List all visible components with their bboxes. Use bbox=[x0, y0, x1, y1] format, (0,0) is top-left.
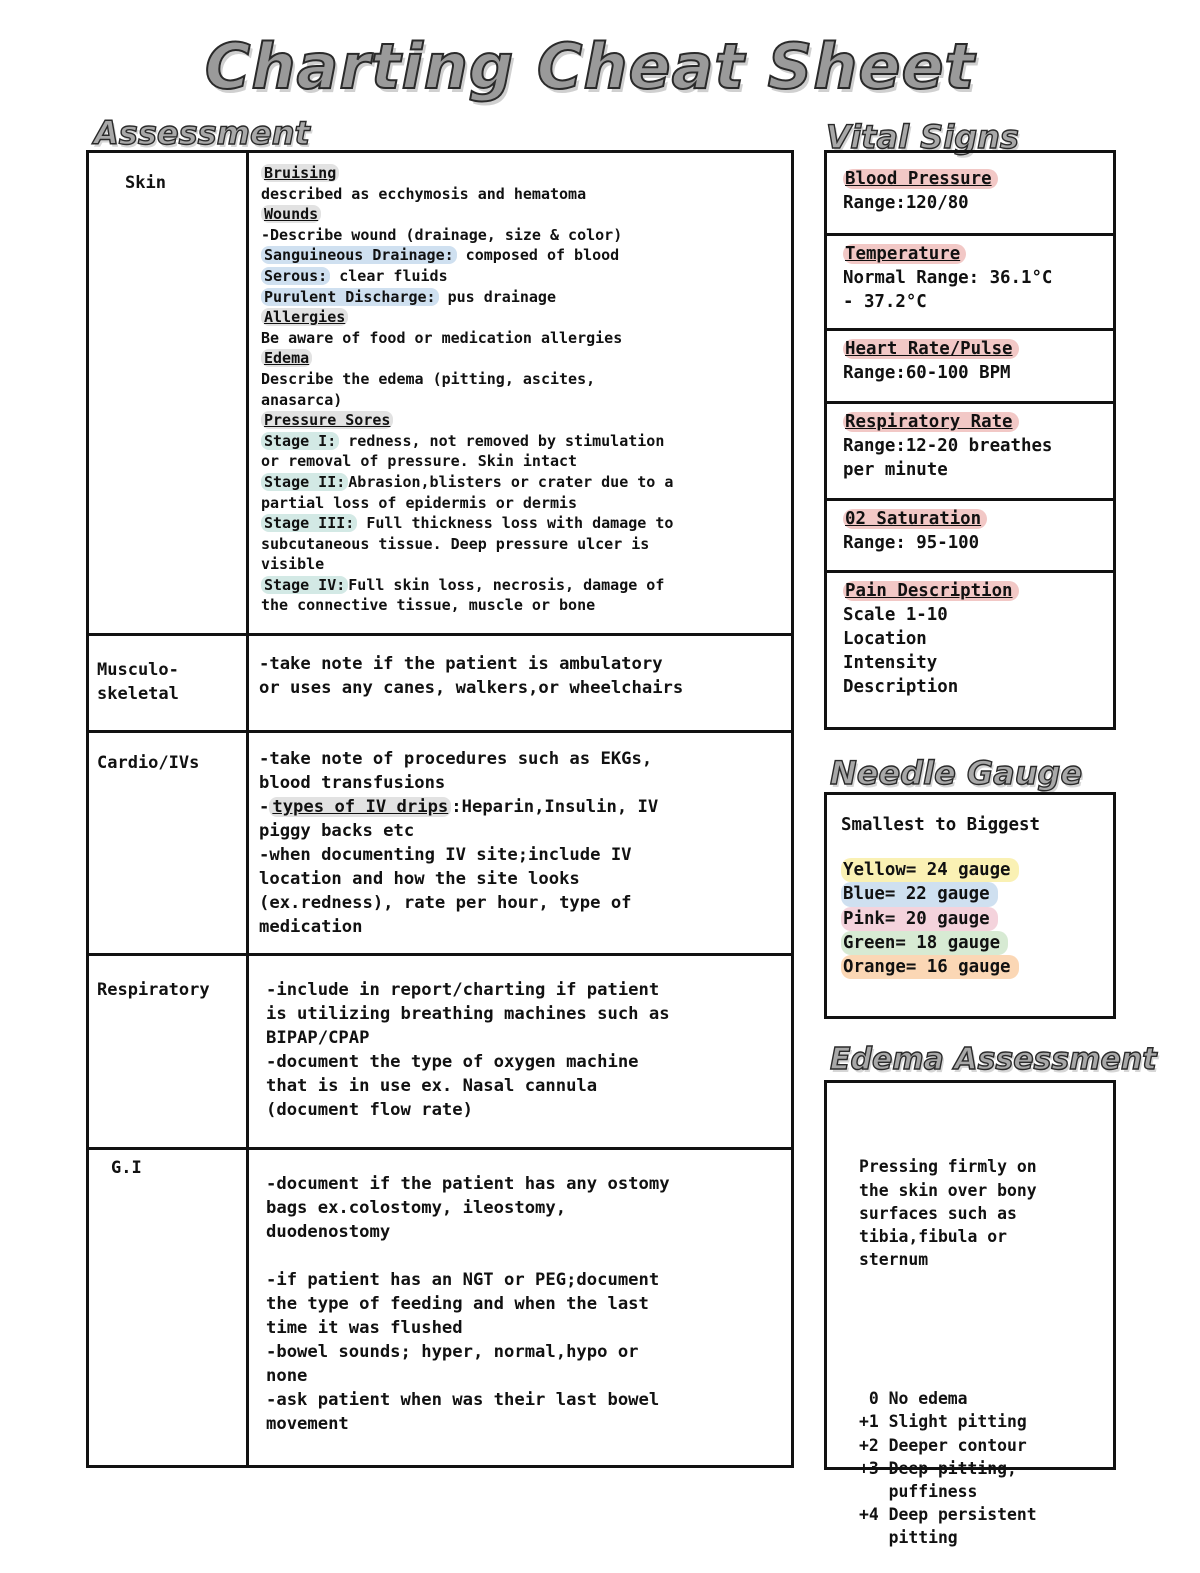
gi-line: time it was flushed bbox=[266, 1318, 463, 1338]
skin-term: Stage II: bbox=[261, 473, 348, 491]
iv-drips-text: :Heparin,Insulin, IV bbox=[451, 797, 659, 817]
skin-term: Serous: bbox=[261, 267, 330, 285]
skin-line bbox=[261, 307, 791, 328]
cardio-line: -when documenting IV site;include IV bbox=[259, 845, 632, 865]
vital-value: Range: 95-100 bbox=[843, 533, 980, 553]
vital-pain-description bbox=[827, 573, 1113, 727]
skin-text: subcutaneous tissue. Deep pressure ulcer is bbox=[261, 534, 650, 553]
vital-value: Range:60-100 BPM bbox=[843, 363, 1011, 383]
respiratory-category: Respiratory bbox=[89, 956, 249, 1147]
cardio-line: -take note of procedures such as EKGs, bbox=[259, 749, 653, 769]
skin-term: Pressure Sores bbox=[261, 411, 393, 429]
cardio-line: location and how the site looks bbox=[259, 869, 580, 889]
skin-term: Bruising bbox=[261, 164, 339, 182]
skin-line bbox=[261, 184, 791, 205]
vital-temperature bbox=[827, 236, 1113, 331]
skin-line bbox=[261, 266, 791, 287]
iv-drips-label: types of IV drips bbox=[269, 797, 451, 817]
vital-value: - 37.2°C bbox=[843, 292, 927, 312]
musculo-line: -take note if the patient is ambulatory bbox=[259, 654, 663, 674]
skin-term: Stage IV: bbox=[261, 576, 348, 594]
skin-line bbox=[261, 575, 791, 596]
skin-term: Stage I: bbox=[261, 432, 339, 450]
skin-term: Stage III: bbox=[261, 514, 357, 532]
skin-text: Be aware of food or medication allergies bbox=[261, 328, 623, 347]
gauge-item: Orange= 16 gauge bbox=[841, 955, 1019, 979]
skin-text: redness, not removed by stimulation bbox=[339, 431, 665, 450]
skin-line bbox=[261, 534, 791, 555]
vital-label: Heart Rate/Pulse bbox=[843, 339, 1019, 359]
cardio-line: - types of IV drips :Heparin,Insulin, IV bbox=[259, 797, 659, 817]
vital-value: Scale 1-10 bbox=[843, 605, 948, 625]
gi-line bbox=[266, 1244, 791, 1268]
skin-text: visible bbox=[261, 555, 325, 574]
gauge-item: Pink= 20 gauge bbox=[841, 907, 998, 931]
respiratory-line: that is in use ex. Nasal cannula bbox=[266, 1076, 598, 1096]
gi-category: G.I bbox=[89, 1150, 249, 1465]
gi-line: -if patient has an NGT or PEG;document bbox=[266, 1270, 660, 1290]
skin-line bbox=[261, 595, 791, 616]
cardio-category: Cardio/IVs bbox=[89, 733, 249, 953]
skin-line bbox=[261, 369, 791, 390]
edema-intro: Pressing firmly on the skin over bony surfaces such as tibia,fibula or sternum bbox=[859, 1157, 1037, 1270]
edema-grades: 0 No edema +1 Slight pitting +2 Deeper contour +3 Deep pitting, puffiness +4 Deep persistent pitting bbox=[859, 1389, 1037, 1548]
musculo-line: or uses any canes, walkers,or wheelchairs bbox=[259, 678, 684, 698]
gauge-item: Blue= 22 gauge bbox=[841, 882, 998, 906]
skin-line bbox=[261, 225, 791, 246]
assessment-heading: Assessment bbox=[94, 114, 310, 152]
skin-text: Full thickness loss with damage to bbox=[357, 514, 674, 533]
respiratory-content bbox=[251, 956, 791, 1147]
skin-text: composed of blood bbox=[456, 246, 620, 265]
skin-text: Full skin loss, necrosis, damage of bbox=[348, 575, 665, 594]
edema-heading: Edema Assessment bbox=[830, 1042, 1157, 1077]
vital-signs-heading: Vital Signs bbox=[826, 118, 1019, 156]
skin-line bbox=[261, 451, 791, 472]
gi-line: -ask patient when was their last bowel bbox=[266, 1390, 660, 1410]
needle-gauge-box bbox=[824, 792, 1116, 1019]
vital-label: Blood Pressure bbox=[843, 169, 998, 189]
cardio-line: medication bbox=[259, 917, 363, 937]
skin-term: Wounds bbox=[261, 205, 321, 223]
vital-label: Respiratory Rate bbox=[843, 412, 1019, 432]
vital-o2-saturation bbox=[827, 501, 1113, 573]
gauge-item: Yellow= 24 gauge bbox=[841, 858, 1019, 882]
assessment-table bbox=[86, 150, 794, 1468]
skin-line bbox=[261, 204, 791, 225]
skin-text: described as ecchymosis and hematoma bbox=[261, 184, 587, 203]
skin-text: the connective tissue, muscle or bone bbox=[261, 596, 596, 615]
vital-heart-rate bbox=[827, 331, 1113, 404]
vital-value: Range:12-20 breathes bbox=[843, 436, 1053, 456]
gi-line: movement bbox=[266, 1414, 349, 1434]
skin-term: Purulent Discharge: bbox=[261, 288, 439, 306]
vital-blood-pressure bbox=[827, 153, 1113, 236]
cardio-row bbox=[89, 733, 791, 956]
vital-label: Temperature bbox=[843, 244, 966, 264]
skin-line bbox=[261, 390, 791, 411]
musculo-category bbox=[89, 636, 249, 730]
skin-line bbox=[261, 513, 791, 534]
needle-gauge-heading: Needle Gauge bbox=[830, 754, 1083, 792]
skin-content bbox=[251, 153, 791, 633]
cardio-line: blood transfusions bbox=[259, 773, 446, 793]
skin-text: -Describe wound (drainage, size & color) bbox=[261, 225, 623, 244]
respiratory-line: is utilizing breathing machines such as bbox=[266, 1004, 670, 1024]
musculo-category-line: skeletal bbox=[97, 684, 179, 704]
gi-line: duodenostomy bbox=[266, 1222, 391, 1242]
skin-text: anasarca) bbox=[261, 390, 343, 409]
respiratory-line: -document the type of oxygen machine bbox=[266, 1052, 639, 1072]
gi-line: bags ex.colostomy, ileostomy, bbox=[266, 1198, 567, 1218]
skin-line bbox=[261, 472, 791, 493]
skin-line bbox=[261, 163, 791, 184]
gi-row bbox=[89, 1150, 791, 1465]
respiratory-line: -include in report/charting if patient bbox=[266, 980, 660, 1000]
gi-line: none bbox=[266, 1366, 308, 1386]
skin-line bbox=[261, 328, 791, 349]
skin-line bbox=[261, 287, 791, 308]
vital-value: Intensity bbox=[843, 653, 938, 673]
skin-text: or removal of pressure. Skin intact bbox=[261, 452, 578, 471]
musculo-category-line: Musculo- bbox=[97, 660, 179, 680]
vital-value: Range:120/80 bbox=[843, 193, 969, 213]
skin-text: pus drainage bbox=[438, 287, 556, 306]
skin-term: Allergies bbox=[261, 308, 348, 326]
gi-line: the type of feeding and when the last bbox=[266, 1294, 649, 1314]
vital-value: Normal Range: 36.1°C bbox=[843, 268, 1053, 288]
skin-category: Skin bbox=[89, 153, 249, 633]
needle-gauge-subtitle: Smallest to Biggest bbox=[841, 815, 1040, 835]
gi-line: -document if the patient has any ostomy bbox=[266, 1174, 670, 1194]
cardio-line: piggy backs etc bbox=[259, 821, 415, 841]
skin-row bbox=[89, 153, 791, 636]
respiratory-row bbox=[89, 956, 791, 1150]
respiratory-line: (document flow rate) bbox=[266, 1100, 473, 1120]
vital-value: Description bbox=[843, 677, 959, 697]
gi-content bbox=[251, 1150, 791, 1465]
vital-signs-box bbox=[824, 150, 1116, 730]
gi-line: -bowel sounds; hyper, normal,hypo or bbox=[266, 1342, 639, 1362]
skin-line bbox=[261, 431, 791, 452]
skin-line bbox=[261, 348, 791, 369]
musculo-content bbox=[251, 636, 791, 730]
cardio-content bbox=[251, 733, 791, 953]
skin-line bbox=[261, 245, 791, 266]
skin-term: Sanguineous Drainage: bbox=[261, 246, 457, 264]
edema-box bbox=[824, 1080, 1116, 1548]
vital-value: Location bbox=[843, 629, 927, 649]
skin-text: partial loss of epidermis or dermis bbox=[261, 493, 578, 512]
skin-line bbox=[261, 410, 791, 431]
musculo-row bbox=[89, 636, 791, 733]
skin-text: Abrasion,blisters or crater due to a bbox=[348, 472, 674, 491]
vital-respiratory-rate bbox=[827, 404, 1113, 501]
vital-value: per minute bbox=[843, 460, 948, 480]
gauge-item: Green= 18 gauge bbox=[841, 931, 1008, 955]
vital-label: 02 Saturation bbox=[843, 509, 987, 529]
respiratory-line: BIPAP/CPAP bbox=[266, 1028, 370, 1048]
skin-text: clear fluids bbox=[330, 266, 448, 285]
vital-label: Pain Description bbox=[843, 581, 1019, 601]
skin-line bbox=[261, 554, 791, 575]
cardio-line: (ex.redness), rate per hour, type of bbox=[259, 893, 632, 913]
skin-line bbox=[261, 493, 791, 514]
page-title: Charting Cheat Sheet bbox=[204, 30, 976, 103]
skin-term: Edema bbox=[261, 349, 312, 367]
skin-text: Describe the edema (pitting, ascites, bbox=[261, 369, 596, 388]
